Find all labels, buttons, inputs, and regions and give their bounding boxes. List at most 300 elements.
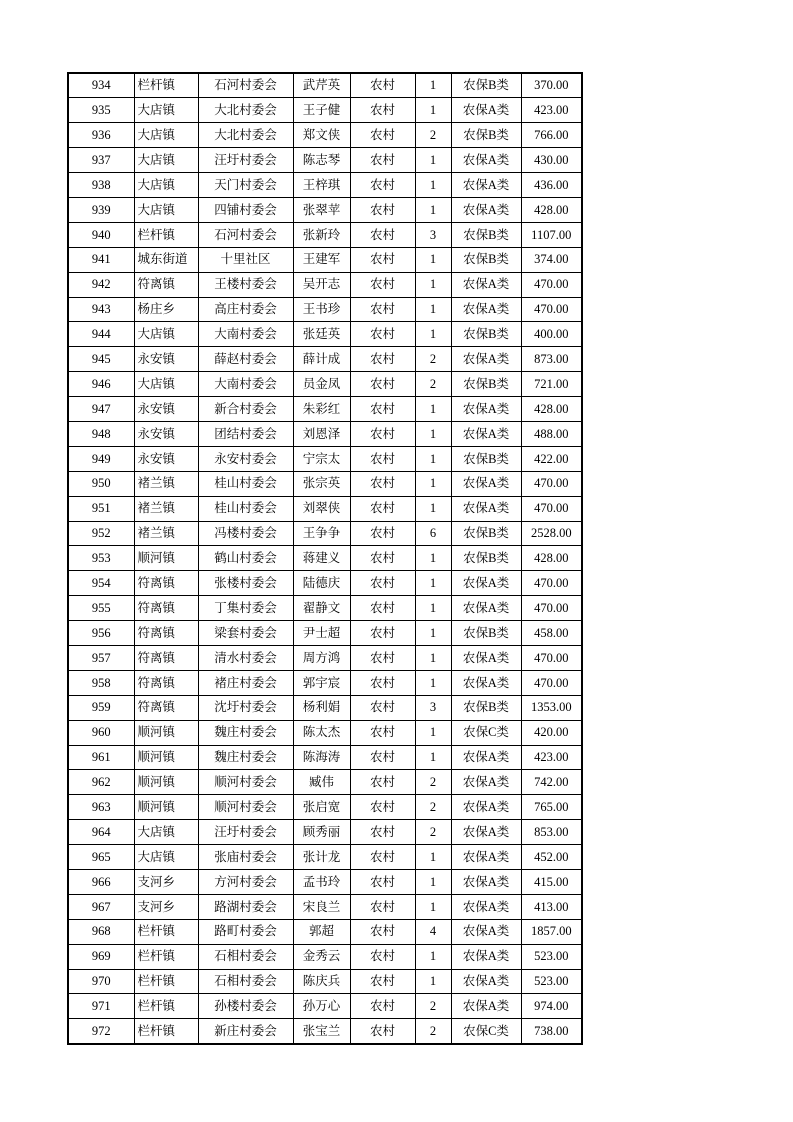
table-row	[68, 720, 582, 745]
cell-village-committee: 石相村委会	[198, 969, 293, 994]
cell-amount: 721.00	[521, 372, 582, 397]
cell-person-count: 1	[415, 272, 451, 297]
cell-residence-type: 农村	[350, 820, 415, 845]
cell-seq-number: 938	[68, 173, 134, 198]
table-row	[68, 197, 582, 222]
cell-residence-type: 农村	[350, 372, 415, 397]
table-row	[68, 845, 582, 870]
cell-person-count: 1	[415, 397, 451, 422]
cell-person-name: 王书珍	[293, 297, 350, 322]
cell-insurance-category: 农保B类	[451, 222, 521, 247]
table-row	[68, 571, 582, 596]
cell-residence-type: 农村	[350, 670, 415, 695]
table-row	[68, 496, 582, 521]
cell-town: 永安镇	[134, 397, 198, 422]
cell-person-name: 员金凤	[293, 372, 350, 397]
cell-seq-number: 970	[68, 969, 134, 994]
cell-insurance-category: 农保A类	[451, 969, 521, 994]
cell-residence-type: 农村	[350, 471, 415, 496]
table-row	[68, 596, 582, 621]
cell-insurance-category: 农保A类	[451, 645, 521, 670]
cell-insurance-category: 农保B类	[451, 322, 521, 347]
cell-seq-number: 960	[68, 720, 134, 745]
cell-residence-type: 农村	[350, 546, 415, 571]
table-row	[68, 297, 582, 322]
cell-seq-number: 968	[68, 919, 134, 944]
cell-residence-type: 农村	[350, 1019, 415, 1044]
cell-person-name: 朱彩红	[293, 397, 350, 422]
cell-person-name: 臧伟	[293, 770, 350, 795]
cell-person-name: 王子健	[293, 98, 350, 123]
cell-insurance-category: 农保A类	[451, 347, 521, 372]
table-row	[68, 521, 582, 546]
cell-person-name: 金秀云	[293, 944, 350, 969]
cell-town: 符离镇	[134, 596, 198, 621]
cell-person-count: 6	[415, 521, 451, 546]
cell-seq-number: 952	[68, 521, 134, 546]
table-row	[68, 894, 582, 919]
cell-residence-type: 农村	[350, 272, 415, 297]
cell-residence-type: 农村	[350, 73, 415, 98]
cell-village-committee: 桂山村委会	[198, 471, 293, 496]
cell-town: 大店镇	[134, 123, 198, 148]
cell-residence-type: 农村	[350, 944, 415, 969]
cell-person-count: 1	[415, 148, 451, 173]
cell-person-name: 宁宗太	[293, 446, 350, 471]
cell-person-name: 张翠苹	[293, 197, 350, 222]
cell-person-name: 宋良兰	[293, 894, 350, 919]
cell-amount: 765.00	[521, 795, 582, 820]
cell-town: 褚兰镇	[134, 496, 198, 521]
cell-amount: 452.00	[521, 845, 582, 870]
cell-insurance-category: 农保B类	[451, 247, 521, 272]
cell-amount: 470.00	[521, 496, 582, 521]
cell-insurance-category: 农保C类	[451, 720, 521, 745]
cell-amount: 1857.00	[521, 919, 582, 944]
cell-person-count: 1	[415, 496, 451, 521]
table-row	[68, 471, 582, 496]
cell-town: 栏杆镇	[134, 222, 198, 247]
cell-village-committee: 石河村委会	[198, 73, 293, 98]
cell-town: 城东街道	[134, 247, 198, 272]
cell-insurance-category: 农保B类	[451, 73, 521, 98]
cell-amount: 370.00	[521, 73, 582, 98]
table-row	[68, 645, 582, 670]
cell-village-committee: 汪圩村委会	[198, 820, 293, 845]
cell-insurance-category: 农保A类	[451, 820, 521, 845]
table-row	[68, 745, 582, 770]
cell-person-count: 1	[415, 870, 451, 895]
cell-town: 符离镇	[134, 695, 198, 720]
cell-town: 顺河镇	[134, 795, 198, 820]
cell-seq-number: 964	[68, 820, 134, 845]
cell-village-committee: 孙楼村委会	[198, 994, 293, 1019]
cell-seq-number: 944	[68, 322, 134, 347]
cell-person-count: 2	[415, 994, 451, 1019]
cell-seq-number: 961	[68, 745, 134, 770]
cell-person-count: 2	[415, 820, 451, 845]
cell-amount: 413.00	[521, 894, 582, 919]
cell-person-name: 张计龙	[293, 845, 350, 870]
cell-seq-number: 962	[68, 770, 134, 795]
cell-insurance-category: 农保B类	[451, 521, 521, 546]
cell-amount: 470.00	[521, 471, 582, 496]
cell-seq-number: 941	[68, 247, 134, 272]
cell-residence-type: 农村	[350, 870, 415, 895]
cell-town: 栏杆镇	[134, 73, 198, 98]
cell-person-count: 2	[415, 770, 451, 795]
cell-village-committee: 张楼村委会	[198, 571, 293, 596]
cell-town: 永安镇	[134, 446, 198, 471]
cell-person-name: 陆德庆	[293, 571, 350, 596]
table-row	[68, 222, 582, 247]
table-row	[68, 123, 582, 148]
cell-person-name: 刘恩泽	[293, 421, 350, 446]
cell-town: 永安镇	[134, 421, 198, 446]
cell-amount: 974.00	[521, 994, 582, 1019]
cell-residence-type: 农村	[350, 148, 415, 173]
cell-town: 杨庄乡	[134, 297, 198, 322]
cell-seq-number: 942	[68, 272, 134, 297]
cell-town: 大店镇	[134, 845, 198, 870]
table-body	[68, 73, 582, 1044]
cell-village-committee: 路町村委会	[198, 919, 293, 944]
cell-village-committee: 方河村委会	[198, 870, 293, 895]
cell-town: 大店镇	[134, 148, 198, 173]
cell-person-name: 张廷英	[293, 322, 350, 347]
cell-amount: 470.00	[521, 645, 582, 670]
cell-town: 符离镇	[134, 621, 198, 646]
cell-amount: 415.00	[521, 870, 582, 895]
cell-residence-type: 农村	[350, 446, 415, 471]
cell-insurance-category: 农保B类	[451, 372, 521, 397]
cell-village-committee: 冯楼村委会	[198, 521, 293, 546]
cell-person-count: 1	[415, 621, 451, 646]
cell-residence-type: 农村	[350, 322, 415, 347]
cell-town: 符离镇	[134, 571, 198, 596]
cell-insurance-category: 农保A类	[451, 148, 521, 173]
cell-person-count: 1	[415, 98, 451, 123]
cell-residence-type: 农村	[350, 98, 415, 123]
cell-person-count: 2	[415, 123, 451, 148]
cell-village-committee: 路湖村委会	[198, 894, 293, 919]
cell-person-name: 周方鸿	[293, 645, 350, 670]
cell-village-committee: 汪圩村委会	[198, 148, 293, 173]
cell-seq-number: 948	[68, 421, 134, 446]
cell-residence-type: 农村	[350, 397, 415, 422]
cell-person-count: 1	[415, 720, 451, 745]
cell-amount: 428.00	[521, 197, 582, 222]
cell-seq-number: 946	[68, 372, 134, 397]
cell-person-name: 郭宇宸	[293, 670, 350, 695]
cell-amount: 470.00	[521, 297, 582, 322]
cell-residence-type: 农村	[350, 197, 415, 222]
cell-village-committee: 薛赵村委会	[198, 347, 293, 372]
cell-residence-type: 农村	[350, 123, 415, 148]
cell-person-count: 1	[415, 969, 451, 994]
cell-amount: 470.00	[521, 670, 582, 695]
cell-person-count: 2	[415, 1019, 451, 1044]
cell-residence-type: 农村	[350, 919, 415, 944]
cell-insurance-category: 农保A类	[451, 272, 521, 297]
cell-village-committee: 大南村委会	[198, 322, 293, 347]
cell-seq-number: 969	[68, 944, 134, 969]
cell-person-name: 陈太杰	[293, 720, 350, 745]
cell-town: 顺河镇	[134, 720, 198, 745]
cell-residence-type: 农村	[350, 596, 415, 621]
cell-person-name: 王建军	[293, 247, 350, 272]
cell-residence-type: 农村	[350, 695, 415, 720]
cell-village-committee: 顺河村委会	[198, 795, 293, 820]
cell-person-count: 1	[415, 546, 451, 571]
table-row	[68, 446, 582, 471]
cell-town: 符离镇	[134, 670, 198, 695]
cell-insurance-category: 农保C类	[451, 1019, 521, 1044]
cell-village-committee: 四铺村委会	[198, 197, 293, 222]
cell-seq-number: 971	[68, 994, 134, 1019]
cell-person-count: 1	[415, 247, 451, 272]
cell-town: 顺河镇	[134, 770, 198, 795]
cell-insurance-category: 农保A类	[451, 421, 521, 446]
cell-amount: 423.00	[521, 98, 582, 123]
cell-insurance-category: 农保B类	[451, 546, 521, 571]
cell-seq-number: 955	[68, 596, 134, 621]
cell-person-name: 张新玲	[293, 222, 350, 247]
cell-amount: 470.00	[521, 571, 582, 596]
cell-town: 栏杆镇	[134, 969, 198, 994]
table-row	[68, 272, 582, 297]
cell-seq-number: 967	[68, 894, 134, 919]
table-row	[68, 994, 582, 1019]
cell-residence-type: 农村	[350, 845, 415, 870]
cell-residence-type: 农村	[350, 969, 415, 994]
cell-amount: 2528.00	[521, 521, 582, 546]
cell-village-committee: 新庄村委会	[198, 1019, 293, 1044]
cell-person-name: 张宗英	[293, 471, 350, 496]
cell-residence-type: 农村	[350, 894, 415, 919]
cell-amount: 766.00	[521, 123, 582, 148]
cell-town: 支河乡	[134, 870, 198, 895]
table-row	[68, 546, 582, 571]
cell-town: 褚兰镇	[134, 521, 198, 546]
cell-town: 顺河镇	[134, 745, 198, 770]
cell-person-count: 1	[415, 421, 451, 446]
table-row	[68, 919, 582, 944]
cell-village-committee: 团结村委会	[198, 421, 293, 446]
cell-amount: 1107.00	[521, 222, 582, 247]
table-row	[68, 148, 582, 173]
cell-town: 大店镇	[134, 173, 198, 198]
cell-seq-number: 943	[68, 297, 134, 322]
cell-person-count: 1	[415, 322, 451, 347]
cell-village-committee: 十里社区	[198, 247, 293, 272]
cell-person-count: 1	[415, 944, 451, 969]
cell-seq-number: 940	[68, 222, 134, 247]
cell-seq-number: 935	[68, 98, 134, 123]
table-row	[68, 870, 582, 895]
cell-insurance-category: 农保A类	[451, 471, 521, 496]
cell-village-committee: 清水村委会	[198, 645, 293, 670]
cell-residence-type: 农村	[350, 347, 415, 372]
cell-village-committee: 魏庄村委会	[198, 745, 293, 770]
cell-village-committee: 大北村委会	[198, 98, 293, 123]
cell-person-count: 1	[415, 197, 451, 222]
cell-village-committee: 新合村委会	[198, 397, 293, 422]
cell-seq-number: 972	[68, 1019, 134, 1044]
cell-person-name: 陈庆兵	[293, 969, 350, 994]
cell-person-name: 孙万心	[293, 994, 350, 1019]
cell-seq-number: 939	[68, 197, 134, 222]
cell-insurance-category: 农保A类	[451, 870, 521, 895]
cell-insurance-category: 农保A类	[451, 496, 521, 521]
cell-insurance-category: 农保A类	[451, 571, 521, 596]
cell-village-committee: 大北村委会	[198, 123, 293, 148]
cell-insurance-category: 农保A类	[451, 397, 521, 422]
cell-village-committee: 丁集村委会	[198, 596, 293, 621]
cell-town: 栏杆镇	[134, 944, 198, 969]
cell-person-count: 1	[415, 670, 451, 695]
cell-village-committee: 桂山村委会	[198, 496, 293, 521]
cell-person-name: 翟静文	[293, 596, 350, 621]
cell-insurance-category: 农保A类	[451, 944, 521, 969]
cell-town: 顺河镇	[134, 546, 198, 571]
cell-village-committee: 褚庄村委会	[198, 670, 293, 695]
cell-town: 支河乡	[134, 894, 198, 919]
cell-village-committee: 高庄村委会	[198, 297, 293, 322]
cell-village-committee: 沈圩村委会	[198, 695, 293, 720]
cell-seq-number: 937	[68, 148, 134, 173]
cell-person-count: 1	[415, 73, 451, 98]
cell-seq-number: 936	[68, 123, 134, 148]
cell-person-count: 1	[415, 745, 451, 770]
table-row	[68, 770, 582, 795]
cell-seq-number: 954	[68, 571, 134, 596]
cell-insurance-category: 农保A类	[451, 297, 521, 322]
cell-town: 大店镇	[134, 322, 198, 347]
cell-amount: 523.00	[521, 969, 582, 994]
cell-village-committee: 大南村委会	[198, 372, 293, 397]
cell-person-name: 张宝兰	[293, 1019, 350, 1044]
cell-person-count: 1	[415, 471, 451, 496]
cell-person-name: 尹士超	[293, 621, 350, 646]
cell-amount: 430.00	[521, 148, 582, 173]
cell-insurance-category: 农保A类	[451, 745, 521, 770]
cell-residence-type: 农村	[350, 421, 415, 446]
cell-person-name: 蒋建义	[293, 546, 350, 571]
cell-town: 大店镇	[134, 197, 198, 222]
table-row	[68, 621, 582, 646]
cell-residence-type: 农村	[350, 247, 415, 272]
cell-insurance-category: 农保A类	[451, 795, 521, 820]
cell-insurance-category: 农保A类	[451, 596, 521, 621]
table-row	[68, 1019, 582, 1044]
cell-village-committee: 王楼村委会	[198, 272, 293, 297]
cell-amount: 458.00	[521, 621, 582, 646]
cell-amount: 853.00	[521, 820, 582, 845]
cell-person-count: 1	[415, 446, 451, 471]
cell-residence-type: 农村	[350, 521, 415, 546]
cell-insurance-category: 农保A类	[451, 894, 521, 919]
cell-person-name: 郑文侠	[293, 123, 350, 148]
beneficiary-table	[67, 72, 583, 1045]
cell-amount: 374.00	[521, 247, 582, 272]
cell-person-count: 2	[415, 372, 451, 397]
cell-residence-type: 农村	[350, 745, 415, 770]
cell-amount: 423.00	[521, 745, 582, 770]
cell-residence-type: 农村	[350, 720, 415, 745]
cell-village-committee: 梁套村委会	[198, 621, 293, 646]
cell-person-name: 郭超	[293, 919, 350, 944]
cell-person-name: 刘翠侠	[293, 496, 350, 521]
cell-amount: 873.00	[521, 347, 582, 372]
cell-insurance-category: 农保B类	[451, 621, 521, 646]
cell-amount: 523.00	[521, 944, 582, 969]
cell-person-name: 王争争	[293, 521, 350, 546]
cell-insurance-category: 农保A类	[451, 197, 521, 222]
cell-person-count: 1	[415, 894, 451, 919]
cell-amount: 400.00	[521, 322, 582, 347]
cell-amount: 470.00	[521, 272, 582, 297]
cell-amount: 428.00	[521, 397, 582, 422]
cell-town: 符离镇	[134, 645, 198, 670]
cell-town: 大店镇	[134, 98, 198, 123]
cell-town: 大店镇	[134, 372, 198, 397]
table-row	[68, 322, 582, 347]
table-row	[68, 73, 582, 98]
cell-residence-type: 农村	[350, 795, 415, 820]
cell-amount: 422.00	[521, 446, 582, 471]
cell-residence-type: 农村	[350, 496, 415, 521]
cell-village-committee: 张庙村委会	[198, 845, 293, 870]
cell-seq-number: 958	[68, 670, 134, 695]
cell-amount: 420.00	[521, 720, 582, 745]
cell-seq-number: 947	[68, 397, 134, 422]
cell-residence-type: 农村	[350, 571, 415, 596]
table-row	[68, 795, 582, 820]
cell-person-count: 1	[415, 297, 451, 322]
cell-village-committee: 天门村委会	[198, 173, 293, 198]
cell-seq-number: 951	[68, 496, 134, 521]
cell-amount: 1353.00	[521, 695, 582, 720]
cell-village-committee: 石相村委会	[198, 944, 293, 969]
cell-town: 栏杆镇	[134, 1019, 198, 1044]
cell-person-count: 1	[415, 845, 451, 870]
cell-seq-number: 953	[68, 546, 134, 571]
cell-seq-number: 945	[68, 347, 134, 372]
cell-village-committee: 顺河村委会	[198, 770, 293, 795]
cell-person-name: 孟书玲	[293, 870, 350, 895]
cell-residence-type: 农村	[350, 770, 415, 795]
cell-insurance-category: 农保B类	[451, 695, 521, 720]
cell-person-name: 吴开志	[293, 272, 350, 297]
cell-town: 永安镇	[134, 347, 198, 372]
table-row	[68, 397, 582, 422]
table-row	[68, 173, 582, 198]
cell-insurance-category: 农保B类	[451, 123, 521, 148]
cell-amount: 742.00	[521, 770, 582, 795]
cell-person-count: 4	[415, 919, 451, 944]
cell-seq-number: 957	[68, 645, 134, 670]
cell-village-committee: 魏庄村委会	[198, 720, 293, 745]
cell-residence-type: 农村	[350, 297, 415, 322]
cell-residence-type: 农村	[350, 621, 415, 646]
cell-seq-number: 950	[68, 471, 134, 496]
cell-insurance-category: 农保A类	[451, 173, 521, 198]
table-row	[68, 944, 582, 969]
cell-amount: 436.00	[521, 173, 582, 198]
cell-residence-type: 农村	[350, 994, 415, 1019]
cell-seq-number: 956	[68, 621, 134, 646]
